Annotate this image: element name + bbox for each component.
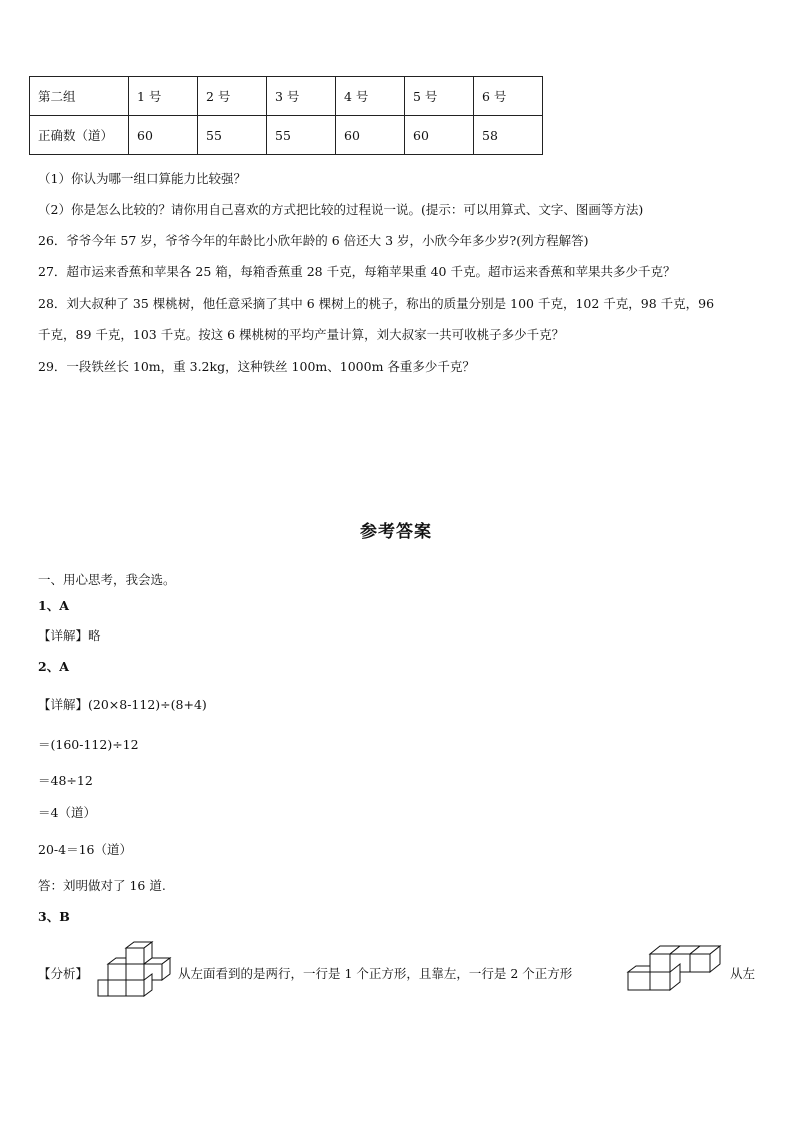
table-cell: 4 号 [336,77,405,116]
table-cell: 正确数（道） [30,116,129,155]
answer-2-step-3: ＝4（道） [38,805,96,820]
answer-2-conclusion: 答：刘明做对了 16 道. [38,878,166,893]
table-cell: 第二组 [30,77,129,116]
question-28-line-1: 28．刘大叔种了 35 棵桃树，他任意采摘了其中 6 棵树上的桃子，称出的质量分别是 100 千克，102 千克，98 千克，96 [38,296,715,311]
table-row [30,116,543,155]
question-27: 27．超市运来香蕉和苹果各 25 箱，每箱香蕉重 28 千克，每箱苹果重 40 千克。超市运来香蕉和苹果共多少千克？ [38,264,676,279]
answers-title: 参考答案 [360,522,432,542]
table-cell: 5 号 [405,77,474,116]
table-cell: 60 [405,116,474,155]
cube-stack-figure-1-icon [96,940,176,1002]
answer-2-step-2: ＝48÷12 [38,773,93,788]
table-cell: 60 [129,116,198,155]
question-25-1: （1）你认为哪一组口算能力比较强？ [38,171,246,186]
score-table [29,76,543,155]
answer-1: 1、A [38,598,69,613]
cube-stack-figure-2-icon [624,944,724,1000]
question-26: 26．爷爷今年 57 岁，爷爷今年的年龄比小欣年龄的 6 倍还大 3 岁，小欣今年多少岁?(列方程解答) [38,233,589,248]
answer-2-step-1: ＝(160-112)÷12 [38,737,139,752]
table-cell: 1 号 [129,77,198,116]
table-cell: 3 号 [267,77,336,116]
answer-2-detail: 【详解】(20×8-112)÷(8+4) [38,697,207,712]
answer-1-detail: 【详解】略 [38,628,101,643]
table-cell: 58 [474,116,543,155]
answer-3: 3、B [38,909,70,924]
answer-2: 2、A [38,659,69,674]
answer-3-text: 从左面看到的是两行，一行是 1 个正方形，且靠左，一行是 2 个正方形 [178,966,573,981]
question-29: 29．一段铁丝长 10m，重 3.2kg，这种铁丝 100m、1000m 各重多少千克？ [38,359,475,374]
table-cell: 55 [267,116,336,155]
table-cell: 2 号 [198,77,267,116]
table-cell: 60 [336,116,405,155]
question-28-line-2: 千克，89 千克，103 千克。按这 6 棵桃树的平均产量计算，刘大叔家一共可收桃子多少千克？ [38,327,565,342]
section-heading: 一、用心思考，我会选。 [38,572,176,587]
table-row [30,77,543,116]
table-cell: 6 号 [474,77,543,116]
answer-2-step-4: 20-4＝16（道） [38,842,132,857]
answer-3-label: 【分析】 [38,966,89,981]
answer-3-tail: 从左 [730,966,756,981]
table-cell: 55 [198,116,267,155]
question-25-2: （2）你是怎么比较的？请你用自己喜欢的方式把比较的过程说一说。(提示：可以用算式、文字、图画等方法) [38,202,644,217]
